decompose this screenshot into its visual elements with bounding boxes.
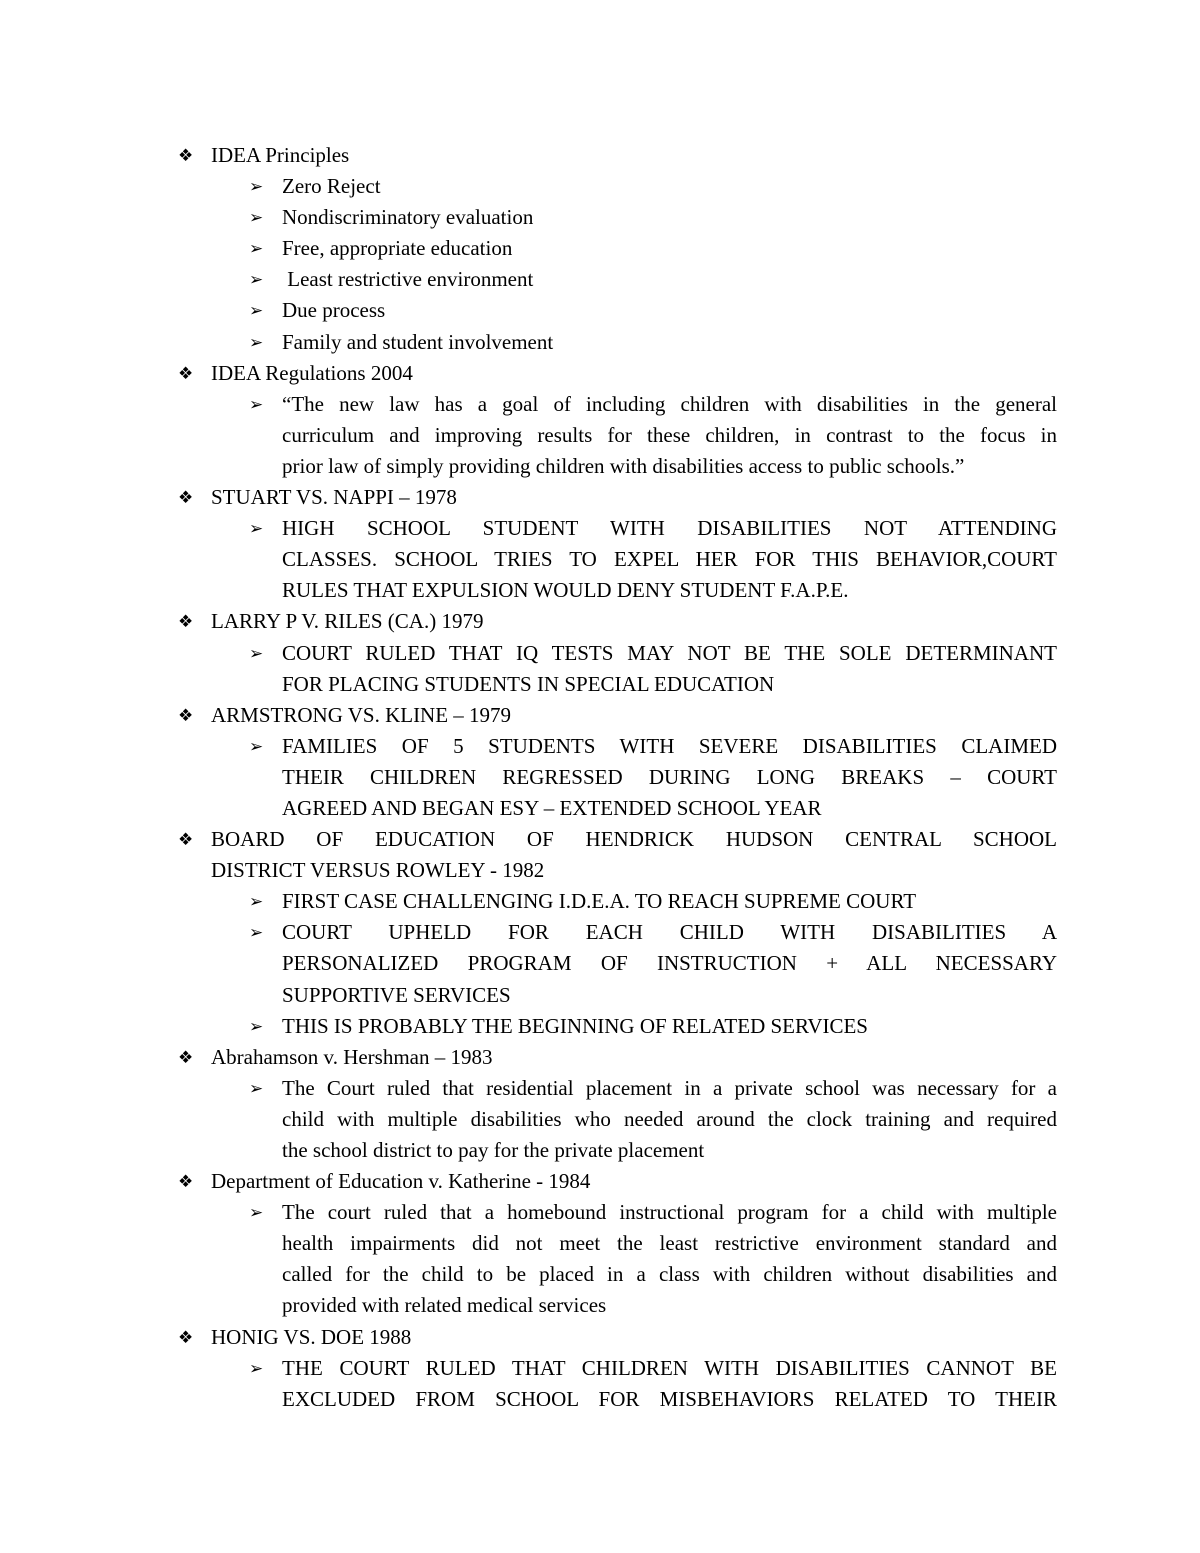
outline-subitem-text: FIRST CASE CHALLENGING I.D.E.A. TO REACH SUPREME COURT (282, 889, 917, 914)
diamond-bullet-icon: ❖ (178, 146, 194, 165)
outline-heading-line (0, 1166, 1200, 1197)
outline-heading-text: Abrahamson v. Hershman – 1983 (211, 1044, 493, 1069)
outline-subitem-text: EXCLUDED FROM SCHOOL FOR MISBEHAVIORS RELATED TO THEIR (282, 1386, 1057, 1411)
outline-subitem-text: child with multiple disabilities who needed around the clock training and required (282, 1106, 1057, 1131)
outline-heading-text: LARRY P V. RILES (CA.) 1979 (211, 609, 484, 634)
outline-subitem-text: HIGH SCHOOL STUDENT WITH DISABILITIES NOT ATTENDING (282, 516, 1057, 541)
diamond-bullet-icon: ❖ (178, 705, 194, 725)
outline-heading-line (0, 700, 1200, 731)
outline-subitem-line (0, 544, 1200, 575)
outline-subitem-text: Zero Reject (282, 174, 381, 199)
outline-heading-line (0, 1042, 1200, 1073)
outline-subitem-line (0, 575, 1200, 606)
outline-subitem-line (0, 1259, 1200, 1290)
outline-heading-line (0, 606, 1200, 637)
arrow-bullet-icon: ➢ (249, 301, 264, 321)
arrow-bullet-icon: ➢ (249, 270, 264, 290)
outline-subitem-line (0, 669, 1200, 700)
outline-heading-text: HONIG VS. DOE 1988 (211, 1324, 412, 1349)
outline-heading-line (0, 358, 1200, 389)
diamond-bullet-icon: ❖ (178, 1327, 194, 1347)
outline-subitem-text: FOR PLACING STUDENTS IN SPECIAL EDUCATION (282, 671, 775, 696)
outline-subitem-line (0, 1228, 1200, 1259)
outline-subitem-line (0, 1135, 1200, 1166)
outline-subitem-line (0, 295, 1200, 326)
outline-subitem-text: called for the child to be placed in a class with children without disabilities and (282, 1262, 1057, 1287)
outline-list (0, 140, 1200, 1415)
diamond-bullet-icon: ❖ (178, 1172, 194, 1192)
arrow-bullet-icon: ➢ (249, 1203, 264, 1223)
outline-subitem-line (0, 731, 1200, 762)
outline-subitem-text: COURT RULED THAT IQ TESTS MAY NOT BE THE SOLE DETERMINANT (282, 640, 1057, 665)
outline-subitem-line (0, 389, 1200, 420)
outline-subitem-text: THEIR CHILDREN REGRESSED DURING LONG BREAKS – COURT (282, 764, 1057, 789)
outline-subitem-line (0, 917, 1200, 948)
outline-subitem-line (0, 233, 1200, 264)
outline-subitem-text: AGREED AND BEGAN ESY – EXTENDED SCHOOL YEAR (282, 795, 822, 820)
arrow-bullet-icon: ➢ (249, 208, 264, 228)
outline-subitem-line (0, 1384, 1200, 1415)
diamond-bullet-icon: ❖ (178, 363, 194, 383)
outline-heading-text: IDEA Principles (211, 143, 350, 167)
outline-subitem-line (0, 762, 1200, 793)
diamond-bullet-icon: ❖ (178, 612, 194, 632)
outline-subitem-text: The court ruled that a homebound instructional program for a child with multiple (282, 1200, 1057, 1225)
outline-subitem-line (0, 1290, 1200, 1321)
arrow-bullet-icon: ➢ (249, 177, 264, 197)
outline-heading-line (0, 1322, 1200, 1353)
outline-subitem-text: prior law of simply providing children with disabilities access to public schools.” (282, 453, 965, 478)
outline-subitem-text: PERSONALIZED PROGRAM OF INSTRUCTION + ALL NECESSARY (282, 951, 1057, 976)
diamond-bullet-icon: ❖ (178, 830, 194, 850)
outline-subitem-text: Nondiscriminatory evaluation (282, 205, 534, 230)
outline-subitem-line (0, 1197, 1200, 1228)
outline-subitem-text: FAMILIES OF 5 STUDENTS WITH SEVERE DISABILITIES CLAIMED (282, 733, 1057, 758)
outline-subitem-text: Family and student involvement (282, 329, 554, 354)
outline-heading-line (0, 140, 1200, 171)
arrow-bullet-icon: ➢ (249, 519, 264, 539)
outline-heading-text: ARMSTRONG VS. KLINE – 1979 (211, 702, 512, 727)
outline-heading-line (0, 855, 1200, 886)
outline-subitem-line (0, 420, 1200, 451)
outline-heading-text: IDEA Regulations 2004 (211, 360, 413, 385)
outline-subitem-text: provided with related medical services (282, 1293, 607, 1318)
arrow-bullet-icon: ➢ (249, 643, 264, 663)
outline-subitem-line (0, 327, 1200, 358)
arrow-bullet-icon: ➢ (249, 892, 264, 912)
arrow-bullet-icon: ➢ (249, 1358, 264, 1378)
outline-heading-text: Department of Education v. Katherine - 1984 (211, 1169, 591, 1194)
outline-subitem-line (0, 793, 1200, 824)
outline-subitem-text: The Court ruled that residential placement in a private school was necessary for a (282, 1075, 1057, 1100)
outline-subitem-line (0, 886, 1200, 917)
outline-heading-text: BOARD OF EDUCATION OF HENDRICK HUDSON CENTRAL SCHOOL (211, 827, 1057, 852)
outline-subitem-text: curriculum and improving results for these children, in contrast to the focus in (282, 422, 1057, 447)
outline-subitem-line (0, 638, 1200, 669)
outline-subitem-text: Due process (282, 298, 386, 323)
outline-subitem-line (0, 1353, 1200, 1384)
outline-subitem-line (0, 980, 1200, 1011)
outline-subitem-text: THIS IS PROBABLY THE BEGINNING OF RELATED SERVICES (282, 1013, 868, 1038)
outline-subitem-text: COURT UPHELD FOR EACH CHILD WITH DISABILITIES A (282, 920, 1057, 945)
diamond-bullet-icon: ❖ (178, 1047, 194, 1067)
outline-subitem-text: SUPPORTIVE SERVICES (282, 982, 511, 1007)
arrow-bullet-icon: ➢ (249, 332, 264, 352)
arrow-bullet-icon: ➢ (249, 1078, 264, 1098)
outline-subitem-line (0, 451, 1200, 482)
arrow-bullet-icon: ➢ (249, 736, 264, 756)
outline-subitem-text: CLASSES. SCHOOL TRIES TO EXPEL HER FOR THIS BEHAVIOR,COURT (282, 547, 1057, 572)
outline-subitem-line (0, 202, 1200, 233)
outline-subitem-line (0, 513, 1200, 544)
outline-heading-line (0, 482, 1200, 513)
outline-subitem-line (0, 264, 1200, 295)
outline-subitem-text: THE COURT RULED THAT CHILDREN WITH DISABILITIES CANNOT BE (282, 1355, 1057, 1380)
outline-subitem-text: health impairments did not meet the least restrictive environment standard and (282, 1231, 1057, 1256)
outline-subitem-text: Least restrictive environment (282, 267, 534, 292)
diamond-bullet-icon: ❖ (178, 488, 194, 508)
outline-heading-text: DISTRICT VERSUS ROWLEY - 1982 (211, 858, 545, 883)
arrow-bullet-icon: ➢ (249, 1016, 264, 1036)
outline-subitem-line (0, 1073, 1200, 1104)
arrow-bullet-icon: ➢ (249, 394, 264, 414)
outline-subitem-text: the school district to pay for the private placement (282, 1138, 705, 1162)
arrow-bullet-icon: ➢ (249, 239, 264, 259)
outline-heading-text: STUART VS. NAPPI – 1978 (211, 485, 457, 510)
outline-subitem-line (0, 1011, 1200, 1042)
outline-subitem-line (0, 948, 1200, 979)
outline-subitem-line (0, 171, 1200, 202)
arrow-bullet-icon: ➢ (249, 923, 264, 943)
outline-subitem-text: “The new law has a goal of including children with disabilities in the general (282, 391, 1057, 416)
outline-subitem-text: Free, appropriate education (282, 236, 513, 261)
outline-heading-line (0, 824, 1200, 855)
outline-subitem-line (0, 1104, 1200, 1135)
outline-subitem-text: RULES THAT EXPULSION WOULD DENY STUDENT F.A.P.E. (282, 578, 849, 603)
